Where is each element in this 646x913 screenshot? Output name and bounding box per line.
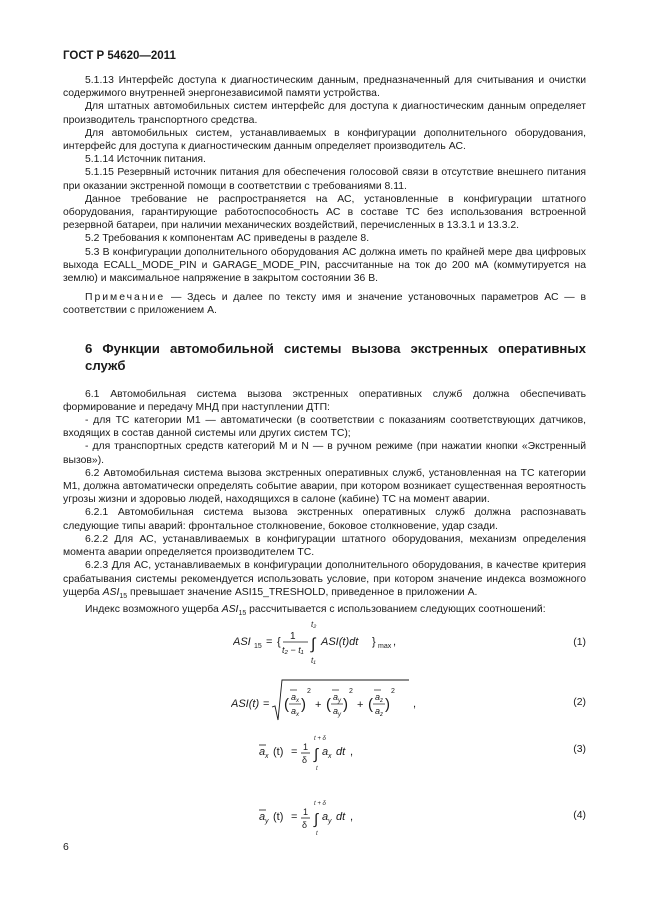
svg-text:δ: δ (302, 820, 308, 830)
svg-text:(t): (t) (273, 746, 284, 758)
paragraph: 5.1.13 Интерфейс доступа к диагностическим данным, предназначенный для считывания и очистки содержимого внутренней энергонезависимой памяти устройства. (63, 75, 586, 100)
svg-text:): ) (301, 696, 306, 713)
svg-text:a: a (291, 706, 297, 716)
svg-text:a: a (322, 811, 329, 823)
paragraph: 5.1.15 Резервный источник питания для обеспечения голосовой связи в отсутствие внешнего питания при оказании экстренной помощи в соответствии с требованиями 8.11. (63, 167, 586, 192)
svg-text:y: y (338, 712, 341, 718)
svg-text:(: ( (326, 696, 331, 713)
document-header: ГОСТ Р 54620—2011 (63, 50, 176, 62)
svg-text:ASI(t): ASI(t) (231, 698, 260, 710)
svg-text:t + δ: t + δ (314, 801, 326, 807)
svg-text:(t): (t) (273, 811, 284, 823)
paragraph: 5.1.14 Источник питания. (85, 154, 206, 166)
paragraph: 6.1 Автомобильная система вызова экстренных оперативных служб должна обеспечивать формирование и передачу МНД при наступлении ДТП: (63, 388, 586, 413)
paragraph: 6.2 Автомобильная система вызова экстренных оперативных служб, установленная на ТС категории М1, должна автоматически определять событие аварии, при котором возникает существенная вероятность угрозы жизни и здоровью людей, находящихся в салоне (кабине) ТС на момент аварии. (63, 467, 586, 506)
svg-text:a: a (291, 692, 297, 702)
svg-text:15: 15 (254, 643, 262, 650)
svg-text:2: 2 (307, 688, 311, 695)
svg-text:y: y (265, 818, 269, 825)
svg-text:∫: ∫ (314, 811, 319, 828)
svg-text:a: a (375, 706, 381, 716)
paragraph: 6.2.3 Для АС, устанавливаемых в конфигурации дополнительного оборудования, в качестве критерия срабатывания системы рекомендуется использовать условие, при котором значение индекса возможного ущерба $ASI_{15}$ превышает значение ASI15_TRESHOLD, приведенное в приложении А. (63, 560, 586, 600)
equation-number: (2) (573, 697, 586, 708)
svg-text:dt: dt (336, 746, 346, 758)
svg-text:=: = (263, 698, 270, 710)
equation-4 (259, 786, 379, 836)
svg-text:y: y (338, 698, 341, 704)
svg-text:t₂ − t₁: t₂ − t₁ (282, 645, 304, 655)
paragraph: 6.2.2 Для АС, устанавливаемых в конфигурации штатного оборудования, механизм определения момента аварии определяется производителем ТС. (63, 533, 586, 559)
svg-text:a: a (333, 692, 339, 702)
svg-text:t₁: t₁ (311, 656, 316, 665)
paragraph: Данное требование не распространяется на АС, установленные в конфигурации штатного оборудования, гарантирующие работоспособность АС в составе ТС без использования встроенной резервной батареи, при наличии механических воздействий, перечисленных в 13.3.1 и 13.3.2. (63, 193, 586, 232)
svg-text:,: , (393, 636, 397, 648)
equation-number: (3) (573, 744, 586, 755)
page-number: 6 (63, 842, 69, 853)
svg-text:t: t (316, 766, 318, 772)
paragraph: 5.2 Требования к компонентам АС приведены в разделе 8. (85, 233, 370, 245)
svg-text:x: x (328, 753, 332, 760)
svg-text:1: 1 (303, 807, 309, 817)
svg-text:max: max (378, 643, 392, 650)
svg-text:}: } (372, 636, 376, 648)
note (63, 291, 586, 317)
section-title: 6 Функции автомобильной системы вызова экстренных оперативных служб (85, 340, 586, 373)
svg-text:δ: δ (302, 755, 308, 765)
svg-text:=: = (291, 746, 298, 758)
svg-text:=: = (291, 811, 298, 823)
equation-3 (259, 734, 379, 784)
note-text: — Здесь и далее по тексту имя и значение установочных параметров АС — в соответствии с приложением А. (63, 292, 586, 317)
svg-text:,: , (350, 811, 354, 823)
svg-text:): ) (385, 696, 390, 713)
equation-1 (233, 616, 433, 666)
paragraph: - для транспортных средств категорий М и N — в ручном режиме (при нажатии кнопки «Экстренный вызов»). (63, 441, 586, 466)
svg-text:x: x (265, 753, 269, 760)
paragraph: Индекс возможного ущерба $ASI_{15}$ рассчитывается с использованием следующих соотношений: (85, 603, 546, 617)
svg-text:t + δ: t + δ (314, 736, 326, 742)
svg-text:a: a (375, 692, 381, 702)
equation-number: (4) (573, 810, 586, 821)
svg-text:z: z (380, 698, 383, 704)
svg-text:2: 2 (391, 688, 395, 695)
svg-text:(: ( (368, 696, 373, 713)
svg-text:{: { (277, 636, 281, 648)
svg-text:,: , (413, 698, 417, 710)
svg-text:dt: dt (336, 811, 346, 823)
svg-text:=: = (266, 636, 273, 648)
svg-text:1: 1 (303, 742, 309, 752)
svg-text:+: + (315, 699, 322, 711)
equation-number: (1) (573, 637, 586, 648)
svg-text:ASI: ASI (233, 636, 251, 648)
svg-text:t: t (316, 831, 318, 836)
paragraph: 5.3 В конфигурации дополнительного оборудования АС должна иметь по крайней мере два цифровых выхода ECALL_MODE_PIN и GARAGE_MODE_PIN, рассчитанные на ток до 200 мА (коммутируется на землю) и максимальное напряжение в закрытом состоянии 36 В. (63, 246, 586, 285)
paragraph: 6.2.1 Автомобильная система вызова экстренных оперативных служб должна распознавать следующие типы аварий: фронтальное столкновение, боковое столкновение, удар сзади. (63, 507, 586, 532)
paragraph: Для автомобильных систем, устанавливаемых в конфигурации дополнительного оборудования, интерфейс для доступа к диагностическим данным определяет производитель АС. (63, 127, 586, 153)
svg-text:a: a (259, 746, 266, 758)
svg-text:): ) (343, 696, 348, 713)
document-body (63, 74, 586, 620)
svg-text:x: x (296, 698, 299, 704)
paragraph: - для ТС категории М1 — автоматически (в соответствии с показаниям соответствующих датчиков, входящих в состав данной системы или других систем ТС); (63, 415, 586, 440)
svg-text:∫: ∫ (314, 746, 319, 763)
svg-text:a: a (322, 746, 329, 758)
svg-text:+: + (357, 699, 364, 711)
equation-2 (231, 676, 421, 728)
svg-text:,: , (350, 746, 354, 758)
svg-text:a: a (333, 706, 339, 716)
svg-text:ASI(t)dt: ASI(t)dt (321, 636, 359, 648)
svg-text:t₂: t₂ (311, 620, 317, 629)
svg-text:a: a (259, 811, 266, 823)
svg-text:(: ( (284, 696, 289, 713)
note-label: Примечание (85, 292, 166, 304)
svg-text:∫: ∫ (311, 636, 316, 653)
svg-text:1: 1 (290, 631, 296, 642)
svg-text:2: 2 (349, 688, 353, 695)
paragraph: Для штатных автомобильных систем интерфейс для доступа к диагностическим данным определяет производитель транспортного средства. (63, 101, 586, 126)
equations-area (63, 616, 586, 866)
svg-text:x: x (296, 712, 299, 718)
svg-text:y: y (328, 818, 332, 825)
svg-text:z: z (380, 712, 383, 718)
